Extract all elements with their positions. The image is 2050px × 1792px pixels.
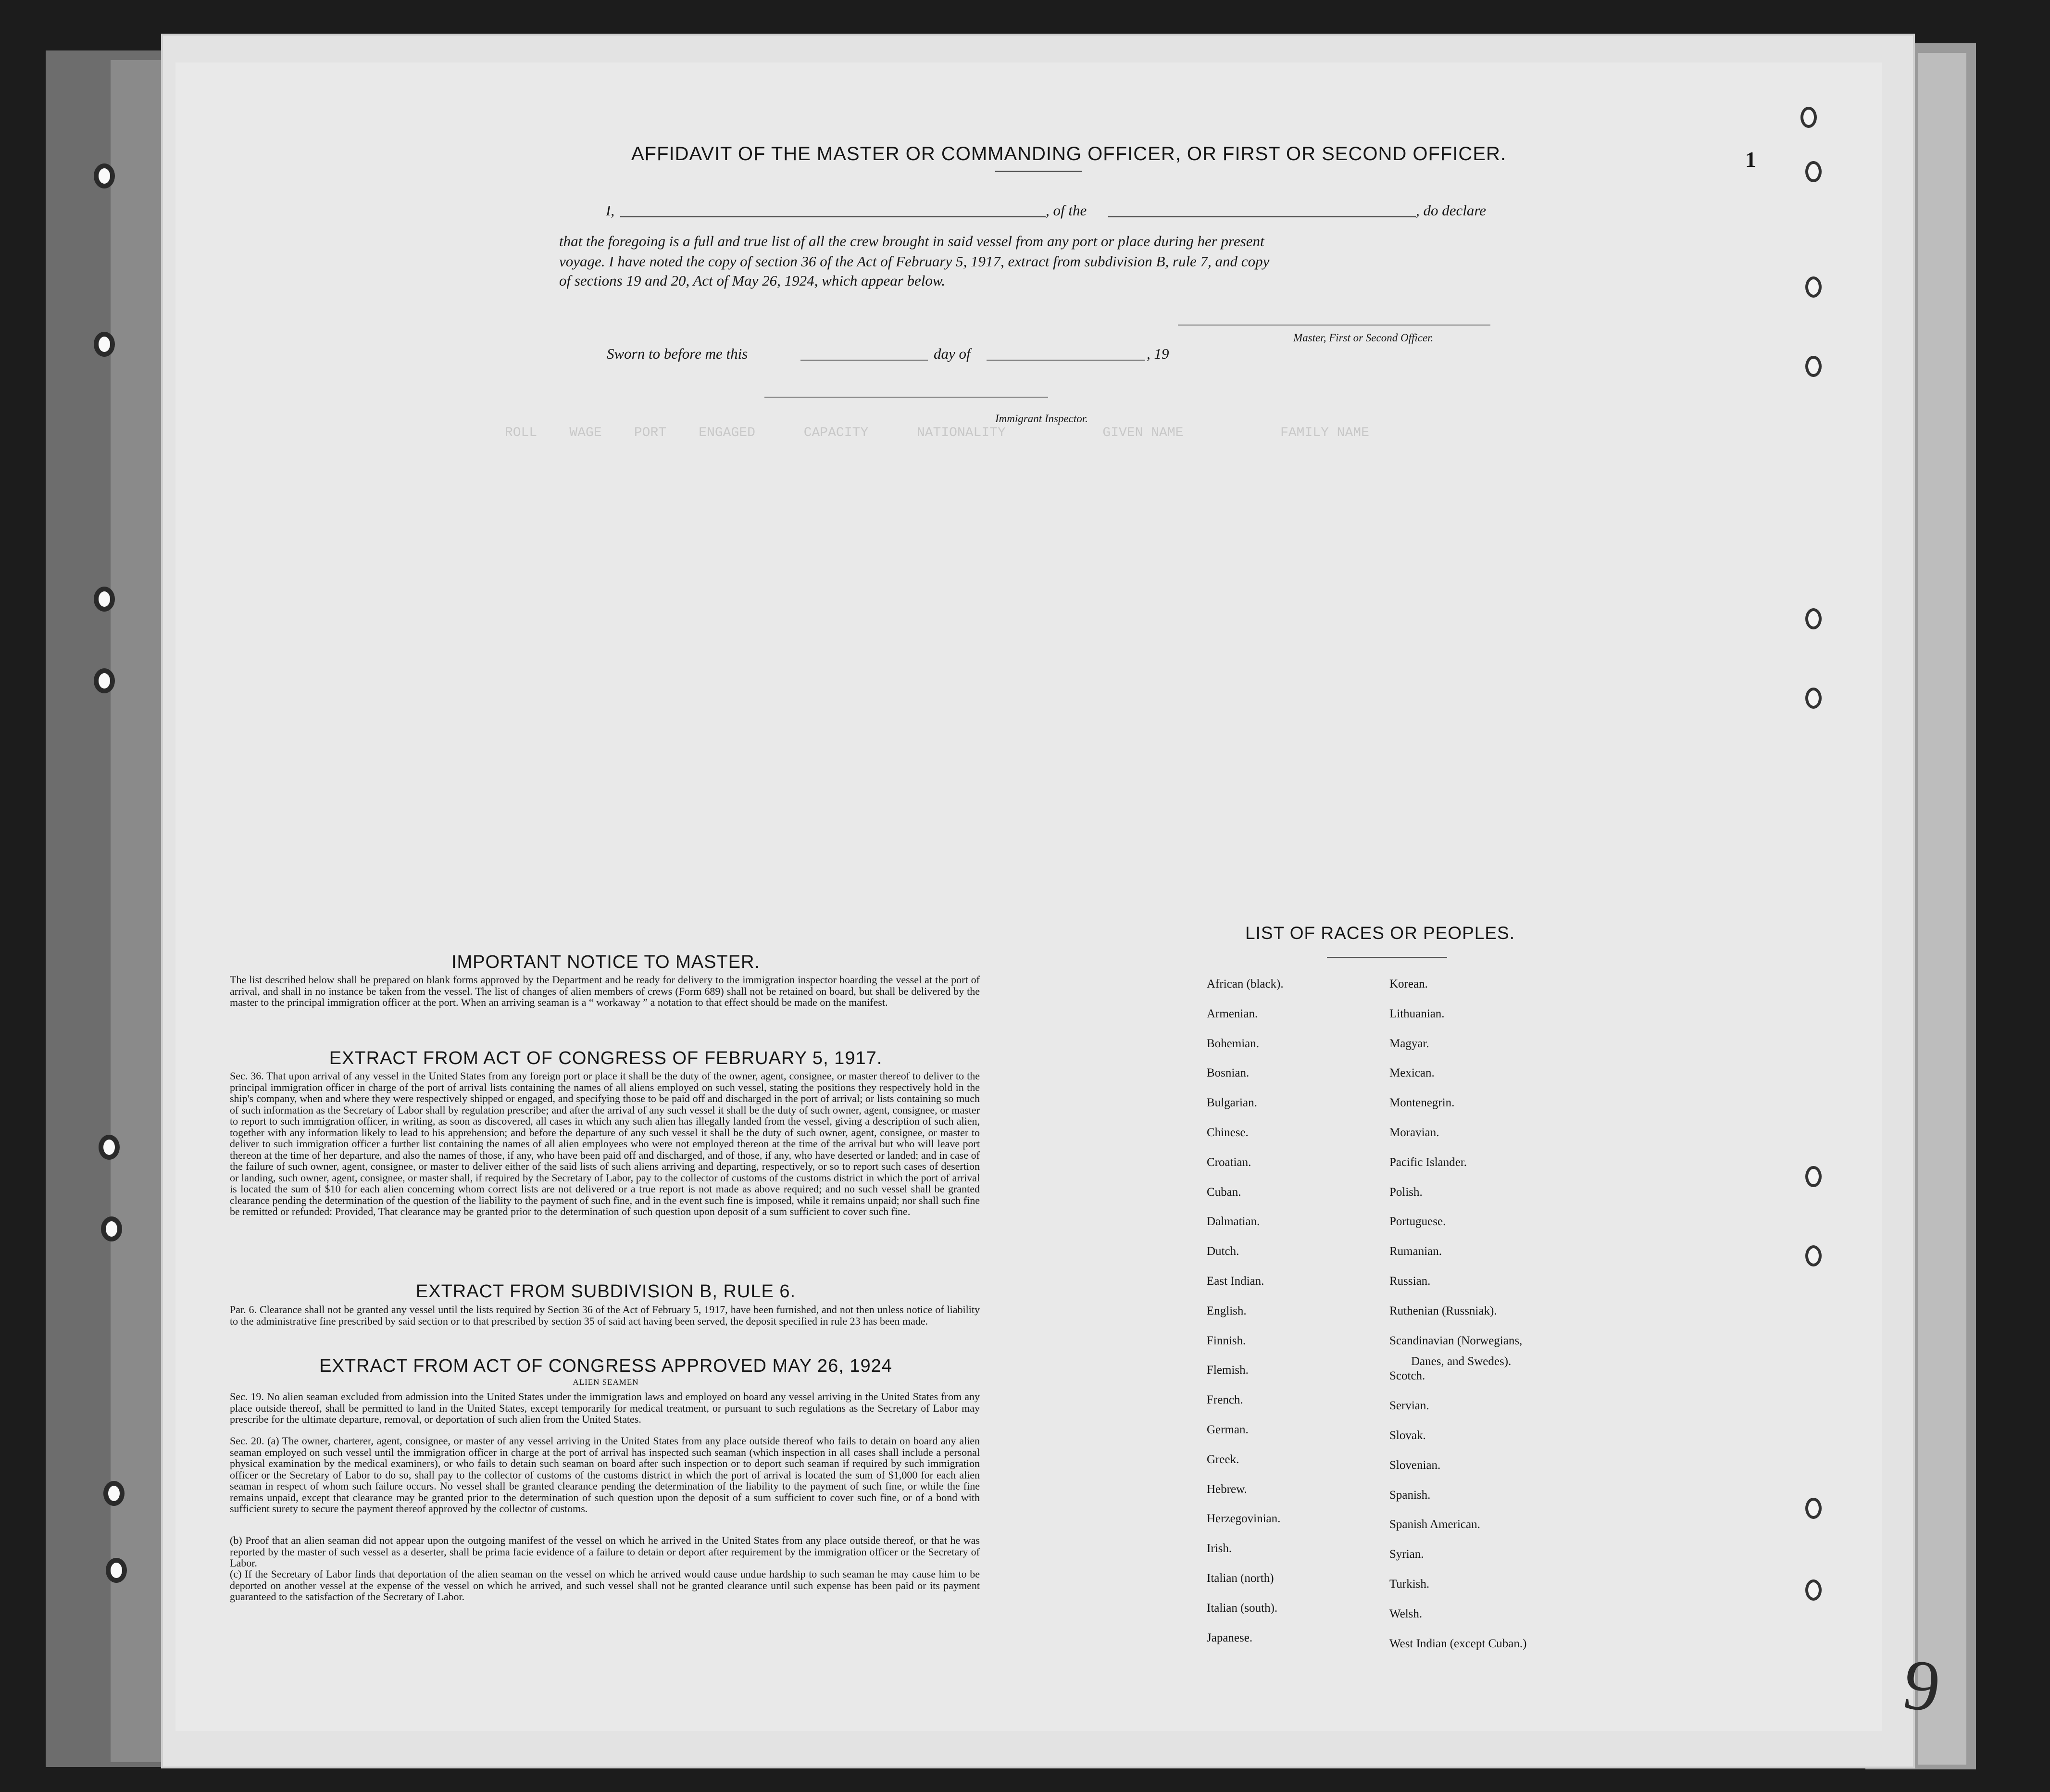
title-rule (995, 171, 1082, 172)
subdivision-b-text: Par. 6. Clearance shall not be granted any vessel until the lists required by Section 36 of the Act of February 5, 1917, have been furnished, and not then unless notice of liability to the administrative fine prescribed by said section or to that prescribed by section 35 of said act having been served, the deposit specified in rule 23 has been made. (230, 1303, 980, 1327)
binder-hole (94, 163, 115, 188)
punch-hole (1805, 1498, 1822, 1519)
binder-hole (106, 1558, 127, 1583)
race-item: Bulgarian. (1207, 1096, 1257, 1110)
extract-1924-subtitle: ALIEN SEAMEN (573, 1378, 639, 1387)
binder-hole (99, 1135, 120, 1160)
inspector-signature-line[interactable] (764, 397, 1048, 398)
affidavit-body-line: of sections 19 and 20, Act of May 26, 1924, which appear below. (559, 272, 946, 289)
master-signature-line[interactable] (1178, 325, 1490, 326)
sec20c-text: (c) If the Secretary of Labor finds that deportation of the alien seaman on the vessel on which he arrived would cause undue hardship to such seaman he may cause him to be deported on another vessel at the expense of the vessel on which he arrived, and such vessel shall not be granted clearance until such expense has been paid or its payment guaranteed to the satisfaction of the Secretary of Labor. (230, 1568, 980, 1603)
race-item: Rumanian. (1389, 1245, 1442, 1258)
sworn-label: Sworn to before me this (607, 345, 748, 362)
day-of-label: day of (934, 345, 971, 362)
punch-hole (1805, 1245, 1822, 1266)
race-item: Korean. (1389, 977, 1428, 990)
binder-right-strip (1918, 53, 1966, 1765)
race-item: Scandinavian (Norwegians, (1389, 1334, 1523, 1347)
race-item: Greek. (1207, 1453, 1239, 1466)
race-item: Finnish. (1207, 1334, 1246, 1347)
races-title: LIST OF RACES OR PEOPLES. (1245, 923, 1515, 943)
race-item: Mexican. (1389, 1066, 1435, 1080)
subdivision-b-title: EXTRACT FROM SUBDIVISION B, RULE 6. (415, 1281, 796, 1302)
race-item: Welsh. (1389, 1607, 1423, 1620)
race-item: Lithuanian. (1389, 1007, 1445, 1020)
punch-hole (1805, 356, 1822, 377)
race-item: Moravian. (1389, 1126, 1439, 1139)
sec19-text: Sec. 19. No alien seaman excluded from admission into the United States under the immigration laws and employed on board any vessel arriving in the United States from any place outside thereof, shall be permitted to land in the United States, except temporarily for medical treatment, or pursuant to such regulations as the Secretary of Labor may prescribe for the ultimate departure, removal, or deportation of such alien from the United States. (230, 1391, 980, 1425)
race-item: Italian (north) (1207, 1572, 1274, 1585)
officer-name-blank[interactable] (620, 216, 1046, 217)
race-item: Hebrew. (1207, 1482, 1247, 1496)
affidavit-do-declare: , do declare (1416, 202, 1487, 219)
race-item: Spanish. (1389, 1488, 1431, 1502)
race-item: German. (1207, 1423, 1249, 1436)
races-title-rule (1327, 957, 1447, 958)
race-item: West Indian (except Cuban.) (1389, 1637, 1527, 1650)
punch-hole (1805, 608, 1822, 629)
punch-hole (1805, 161, 1822, 182)
race-item: Slovenian. (1389, 1458, 1441, 1472)
punch-hole (1800, 107, 1817, 128)
margin-tick: 1 (1745, 147, 1756, 172)
race-item: Pacific Islander. (1389, 1155, 1467, 1169)
affidavit-body-line: voyage. I have noted the copy of section 36 of the Act of February 5, 1917, extract from subdivision B, rule 7, and copy (559, 253, 1270, 270)
punch-hole (1805, 1166, 1822, 1187)
inspector-caption: Immigrant Inspector. (995, 413, 1088, 425)
race-item: Dalmatian. (1207, 1215, 1260, 1228)
race-item: French. (1207, 1393, 1243, 1407)
extract-1917-title: EXTRACT FROM ACT OF CONGRESS OF FEBRUARY 5, 1917. (329, 1048, 883, 1068)
punch-hole (1805, 1579, 1822, 1601)
race-item: Magyar. (1389, 1037, 1429, 1050)
vessel-name-blank[interactable] (1108, 216, 1416, 217)
race-item: Chinese. (1207, 1126, 1249, 1139)
notice-title: IMPORTANT NOTICE TO MASTER. (451, 952, 761, 972)
extract-1917-text: Sec. 36. That upon arrival of any vessel in the United States from any foreign port or place it shall be the duty of the owner, agent, consignee, or master thereof to deliver to the principal immigration officer in charge of the port of arrival lists containing the names of all aliens employed on such vessel, stating the positions they respectively hold in the ship's company, when and where they were respectively shipped or engaged, and specifying those to be paid off and discharged in the port of arrival; or lists containing so much of such information as the Secretary of Labor shall by regulation prescribe; and after the arrival of any such vessel it shall be the duty of such owner, agent, consignee, or master to report to such immigration officer, in writing, as soon as discovered, all cases in which any such alien has illegally landed from the vessel, giving a description of such alien, together with any information likely to lead to his apprehension; and before the departure of any such vessel it shall be the duty of such owner, agent, consignee, or master to deliver to such immigration officer a further list containing the names of all alien employees who were not employed thereon at the time of the arrival but who will leave port thereon at the time of her departure, and also the names of those, if any, who have been paid off and discharged, and of those, if any, who have deserted or landed; and in case of the failure of such owner, agent, consignee, or master to deliver either of the said lists of such aliens arriving and departing, respectively, or so to report such cases of desertion or landing, such owner, agent, consignee, or master shall, if required by the Secretary of Labor, pay to the collector of customs of the customs district in which the port of arrival is located the sum of $10 for each alien concerning whom correct lists are not delivered or a true report is not made as above required; and no such vessel shall be granted clearance pending the determination of the question of the liability to the payment of such fine, and in the event such fine is imposed, while it remains unpaid; nor shall such fine be remitted or refunded: Provided, That clearance may be granted prior to the determination of such question upon deposit of a sum sufficient to cover such fine. (230, 1070, 980, 1217)
year-label: , 19 (1147, 345, 1169, 362)
notice-text: The list described below shall be prepared on blank forms approved by the Department and be ready for delivery to the immigration inspector boarding the vessel at the port of arrival, and shall in no instance be taken from the vessel. The list of changes of alien members of crews (Form 689) shall not be retained on board, but shall be delivered by the master to the principal immigration officer at the port. When an arriving seaman is a “ workaway ” a notation to that effect should be made on the manifest. (230, 974, 980, 1008)
binder-hole (103, 1481, 125, 1506)
punch-hole (1805, 688, 1822, 709)
race-item: Montenegrin. (1389, 1096, 1455, 1110)
race-item: Ruthenian (Russniak). (1389, 1304, 1497, 1317)
race-item: Polish. (1389, 1185, 1423, 1199)
extract-1924-title: EXTRACT FROM ACT OF CONGRESS APPROVED MAY 26, 1924 (319, 1356, 892, 1376)
affidavit-body-line: that the foregoing is a full and true list of all the crew brought in said vessel from any port or place during her present (559, 233, 1264, 250)
race-item: Croatian. (1207, 1155, 1251, 1169)
race-item: Slovak. (1389, 1429, 1426, 1442)
page-mark: 9 (1898, 1643, 1946, 1728)
bleed-through-text: ROLL WAGE PORT ENGAGED CAPACITY NATIONALITY GIVEN NAME FAMILY NAME (505, 426, 1369, 440)
sec20b-text: (b) Proof that an alien seaman did not appear upon the outgoing manifest of the vessel on which he arrived in the United States from any place outside thereof, or that he was reported by the master of such vessel as a deserter, shall be prima facie evidence of a failure to detain or deport after requirement by the immigration officer or the Secretary of Labor. (230, 1534, 980, 1569)
race-item: Syrian. (1389, 1548, 1424, 1561)
affidavit-of-the: , of the (1046, 202, 1087, 219)
race-item: East Indian. (1207, 1275, 1264, 1288)
affidavit-title: AFFIDAVIT OF THE MASTER OR COMMANDING OFFICER, OR FIRST OR SECOND OFFICER. (631, 143, 1506, 164)
punch-hole (1805, 276, 1822, 298)
binder-hole (94, 587, 115, 612)
race-item: Herzegovinian. (1207, 1512, 1281, 1526)
race-item: Turkish. (1389, 1578, 1430, 1591)
race-item: Portuguese. (1389, 1215, 1446, 1228)
binder-hole (94, 668, 115, 693)
race-item: Armenian. (1207, 1007, 1258, 1020)
race-item: Spanish American. (1389, 1518, 1480, 1531)
sworn-day-blank[interactable] (800, 360, 928, 361)
race-item: Bosnian. (1207, 1066, 1250, 1080)
race-item: African (black). (1207, 977, 1284, 990)
sec20a-text: Sec. 20. (a) The owner, charterer, agent, consignee, or master of any vessel arriving in the United States from any place outside thereof who fails to detain on board any alien seaman employed on such vessel until the immigration officer in charge at the port of arrival has inspected such seaman (which inspection in all cases shall include a personal physical examination by the medical examiners), or who fails to detain such seaman on board after such inspection or to deport such seaman if required by such immigration officer or the Secretary of Labor to do so, shall pay to the collector of customs of the customs district in which the port of arrival is located the sum of $1,000 for each alien seaman in respect of whom such failure occurs. No vessel shall be granted clearance pending the determination of the liability to the payment of such fine, or while the fine remains unpaid, except that clearance may be granted prior to the determination of such question upon the deposit of a sum sufficient to cover such fine, or of a bond with sufficient surety to secure the payment thereof approved by the collector of customs. (230, 1435, 980, 1515)
race-item: Irish. (1207, 1542, 1232, 1555)
race-item: Bohemian. (1207, 1037, 1260, 1050)
master-caption: Master, First or Second Officer. (1293, 332, 1434, 344)
race-item: Dutch. (1207, 1245, 1239, 1258)
race-item-continued: Danes, and Swedes). (1411, 1355, 1512, 1368)
race-item: Italian (south). (1207, 1601, 1278, 1615)
binder-hole (94, 332, 115, 357)
binder-hole (101, 1216, 122, 1241)
affidavit-i-label: I, (606, 202, 615, 219)
race-item: Cuban. (1207, 1185, 1241, 1199)
race-item: Flemish. (1207, 1364, 1249, 1377)
race-item: Japanese. (1207, 1631, 1253, 1644)
race-item: Scotch. (1389, 1369, 1425, 1383)
race-item: English. (1207, 1304, 1247, 1317)
sworn-month-blank[interactable] (987, 360, 1145, 361)
race-item: Servian. (1389, 1399, 1429, 1413)
race-item: Russian. (1389, 1275, 1431, 1288)
